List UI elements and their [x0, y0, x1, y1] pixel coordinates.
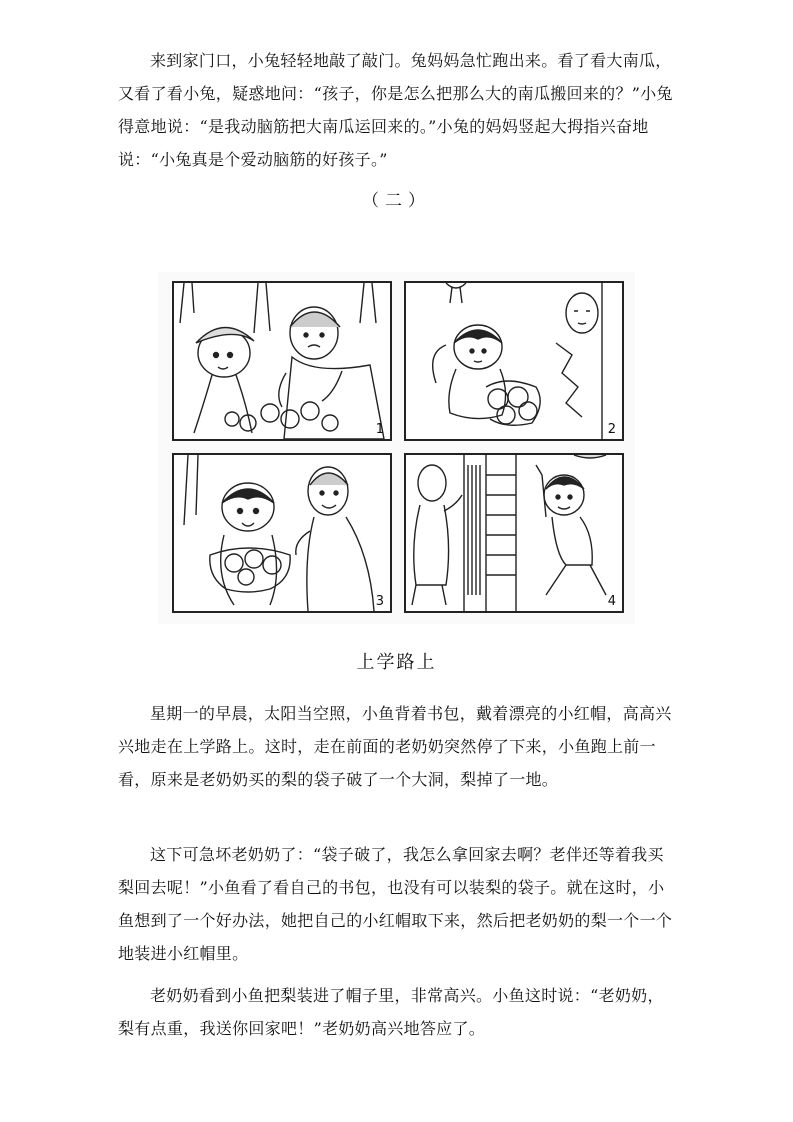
comic-strip: [158, 272, 635, 624]
section-heading: （二）: [362, 191, 431, 211]
panel-number: 3: [375, 594, 384, 609]
story-paragraph-3: 老奶奶看到小鱼把梨装进了帽子里，非常高兴。小鱼这时说：“老奶奶，梨有点重，我送你回家吧！”老奶奶高兴地答应了。: [118, 986, 664, 1038]
comic-panel-2: [404, 281, 624, 441]
comic-panel-4: [404, 453, 624, 613]
comic-panel-3: [172, 453, 392, 613]
panel-number: 4: [607, 594, 616, 609]
story-paragraph-2: 这下可急坏老奶奶了：“袋子破了，我怎么拿回家去啊？老伴还等着我买梨回去呢！”小鱼看了看自己的书包，也没有可以装梨的袋子。就在这时，小鱼想到了一个好办法，她把自己的小红帽取下来，然后把老奶奶的梨一个一个地装进小红帽里。: [118, 845, 673, 963]
top-paragraph: 来到家门口，小兔轻轻地敲了敲门。兔妈妈急忙跑出来。看了看大南瓜，又看了看小兔，疑惑地问：“孩子，你是怎么把那么大的南瓜搬回来的？”小兔得意地说：“是我动脑筋把大南瓜运回来的。”小兔的妈妈竖起大拇指兴奋地说：“小兔真是个爱动脑筋的好孩子。”: [118, 51, 673, 169]
panel-1-drawing: [174, 283, 390, 439]
panel-number: 2: [607, 422, 616, 437]
panel-4-drawing: [406, 455, 622, 611]
story-paragraph-1: 星期一的早晨，太阳当空照，小鱼背着书包，戴着漂亮的小红帽，高高兴兴地走在上学路上。这时，走在前面的老奶奶突然停了下来，小鱼跑上前一看，原来是老奶奶买的梨的袋子破了一个大洞，梨掉了一地。: [118, 704, 672, 789]
panel-2-drawing: [406, 283, 622, 439]
comic-panel-1: [172, 281, 392, 441]
panel-3-drawing: [174, 455, 390, 611]
panel-number: 1: [375, 422, 384, 437]
story-title: 上学路上: [356, 652, 437, 673]
